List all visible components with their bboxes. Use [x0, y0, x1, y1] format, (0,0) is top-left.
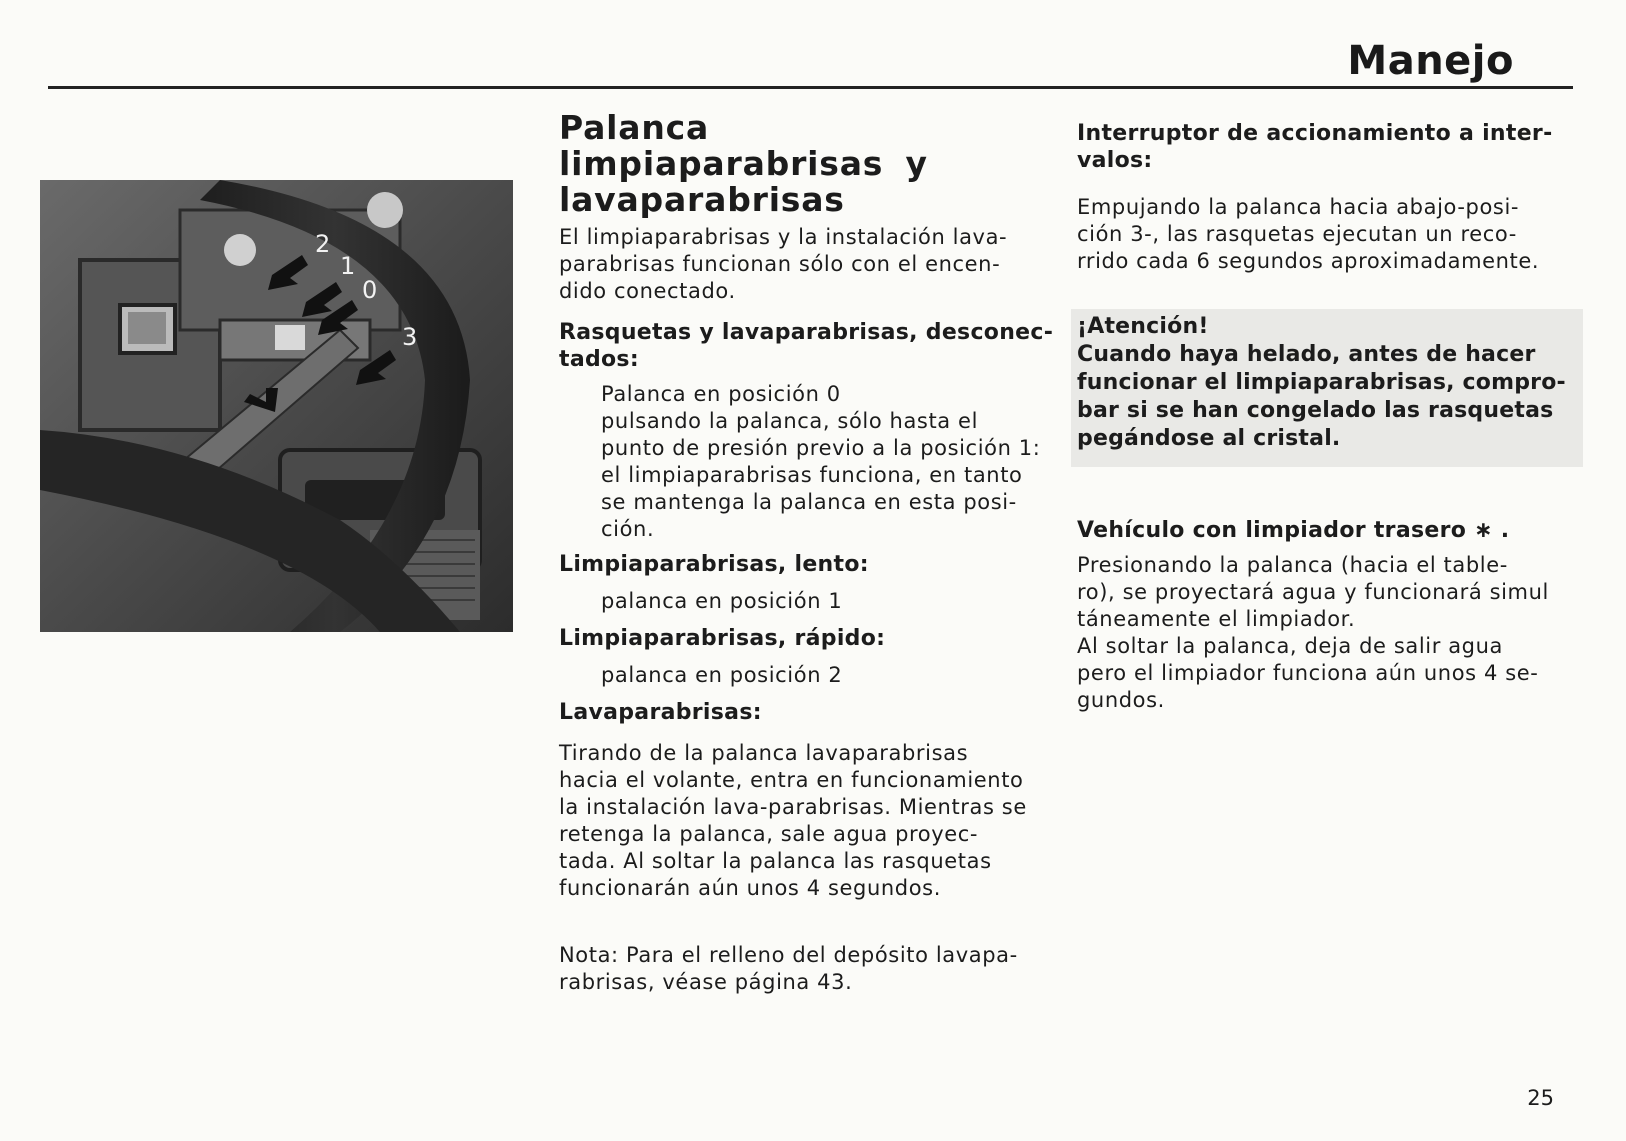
text-line: funcionarán aún unos 4 segundos. [559, 876, 941, 900]
text-line: pero el limpiador funciona aún unos 4 se- [1077, 661, 1539, 685]
text-line: tados: [559, 347, 639, 372]
page-section-title: Manejo [1347, 38, 1514, 84]
text-line: Interruptor de accionamiento a inter- [1077, 121, 1553, 146]
text-line: rabrisas, véase página 43. [559, 970, 853, 994]
text-line: Presionando la palanca (hacia el table- [1077, 553, 1508, 577]
section-heading [559, 110, 1041, 218]
position-label-3: 3 [402, 323, 418, 351]
fast-heading: Limpiaparabrisas, rápido: [559, 626, 886, 651]
text-line: funcionar el limpiaparabrisas, compro- [1077, 370, 1566, 395]
text-line: pulsando la palanca, sólo hasta el [601, 409, 978, 433]
page-number: 25 [1527, 1086, 1554, 1110]
text-line: rrido cada 6 segundos aproximadamente. [1077, 249, 1540, 273]
text-line: El limpiaparabrisas y la instalación lava- [559, 225, 1008, 249]
text-line: dido conectado. [559, 279, 736, 303]
note-paragraph [559, 942, 1041, 996]
text-line: hacia el volante, entra en funcionamiento [559, 768, 1024, 792]
warning-box [1071, 309, 1583, 467]
off-heading [559, 319, 1054, 373]
text-line: Al soltar la palanca, deja de salir agua [1077, 634, 1503, 658]
interval-heading [1077, 120, 1567, 174]
intro-paragraph [559, 224, 1041, 305]
dashboard-wiper-lever-photo [40, 180, 513, 632]
position-label-0: 0 [362, 276, 378, 304]
text-line: Nota: Para el relleno del depósito lavapa- [559, 943, 1018, 967]
section-heading-line: lavaparabrisas [559, 180, 845, 219]
position-label-1: 1 [340, 252, 356, 280]
rear-wiper-heading: Vehículo con limpiador trasero ∗ . [1077, 518, 1510, 543]
text-line: ción. [601, 517, 655, 541]
text-line: Cuando haya helado, antes de hacer [1077, 342, 1536, 367]
rear-wiper-body [1077, 552, 1567, 714]
slow-heading: Limpiaparabrisas, lento: [559, 552, 869, 577]
text-line: ¡Atención! [1077, 314, 1209, 339]
text-line: pegándose al cristal. [1077, 426, 1341, 451]
text-line: parabrisas funcionan sólo con el encen- [559, 252, 1001, 276]
position-label-2: 2 [315, 230, 331, 258]
slow-body: palanca en posición 1 [601, 589, 843, 613]
text-line: gundos. [1077, 688, 1165, 712]
text-line: Palanca en posición 0 [601, 382, 841, 406]
text-line: retenga la palanca, sale agua proyec- [559, 822, 979, 846]
right-column [1077, 120, 1567, 714]
text-line: Tirando de la palanca lavaparabrisas [559, 741, 969, 765]
washer-heading: Lavaparabrisas: [559, 700, 762, 725]
text-line: Rasquetas y lavaparabrisas, desconec- [559, 320, 1054, 345]
text-line: punto de presión previo a la posición 1: [601, 436, 1041, 460]
fast-body: palanca en posición 2 [601, 663, 843, 687]
middle-column [559, 108, 1054, 996]
text-line: tada. Al soltar la palanca las rasquetas [559, 849, 992, 873]
washer-body [559, 740, 1041, 902]
off-body [559, 381, 1041, 543]
text-line: valos: [1077, 148, 1153, 173]
text-line: la instalación lava-parabrisas. Mientras se [559, 795, 1027, 819]
text-line: bar si se han congelado las rasquetas [1077, 398, 1554, 423]
photo-illustration [40, 180, 513, 632]
header-divider [48, 86, 1573, 89]
text-line: ción 3-, las rasquetas ejecutan un reco- [1077, 222, 1517, 246]
text-line: ro), se proyectará agua y funcionará simul [1077, 580, 1549, 604]
text-line: Empujando la palanca hacia abajo-posi- [1077, 195, 1520, 219]
text-line: el limpiaparabrisas funciona, en tanto [601, 463, 1023, 487]
warning-text [1077, 313, 1577, 453]
text-line: táneamente el limpiador. [1077, 607, 1356, 631]
section-heading-line: Palanca limpiaparabrisas y [559, 108, 928, 183]
interval-body [1077, 194, 1567, 275]
text-line: se mantenga la palanca en esta posi- [601, 490, 1017, 514]
